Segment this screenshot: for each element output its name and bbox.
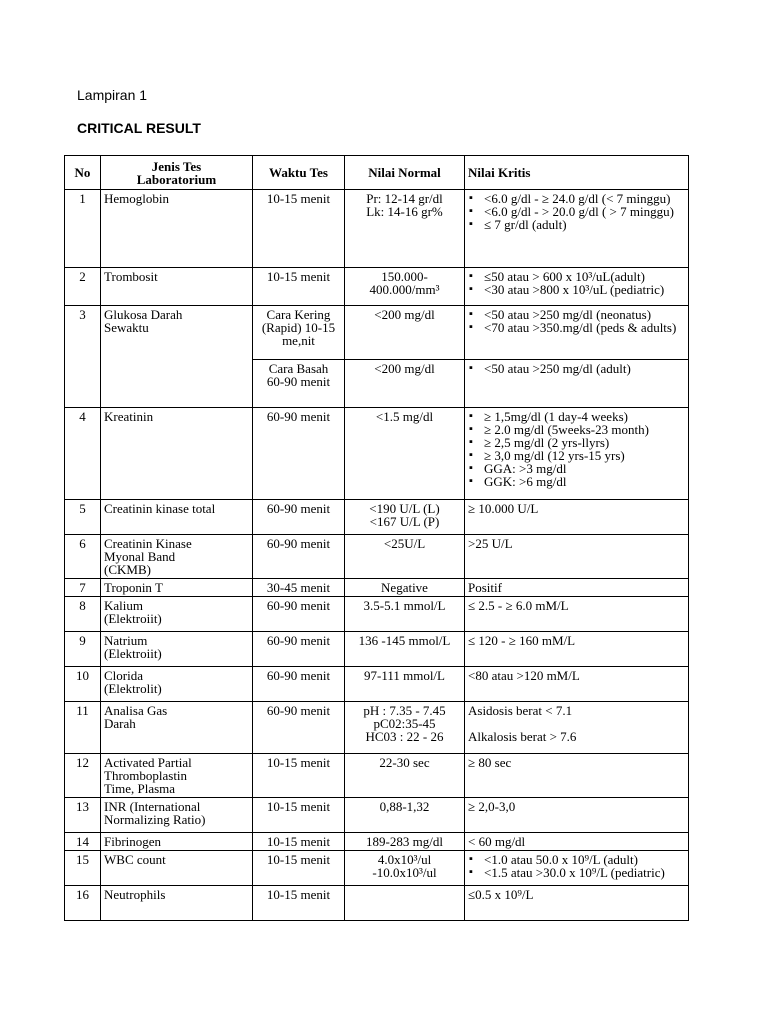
- row-test-name: Activated Partial Thromboplastin Time, Plasma: [101, 754, 253, 798]
- row-no: 2: [65, 268, 101, 306]
- col-header-kritis: Nilai Kritis: [465, 156, 689, 190]
- row-time: 60-90 menit: [253, 500, 345, 535]
- row-test-name: Kreatinin: [101, 408, 253, 500]
- row-normal: pH : 7.35 - 7.45 pC02:35-45 HC03 : 22 - 26: [345, 702, 465, 754]
- table-row: [65, 851, 689, 886]
- row-normal: <200 mg/dl: [345, 360, 465, 408]
- row-normal: 136 -145 mmol/L: [345, 632, 465, 667]
- row-time: 60-90 menit: [253, 667, 345, 702]
- row-normal: <25U/L: [345, 535, 465, 579]
- row-no: 16: [65, 886, 101, 921]
- row-critical: [465, 306, 689, 360]
- critical-value-item: ▪ ≤ 7 gr/dl (adult): [468, 218, 685, 231]
- page-title: Lampiran 1: [77, 87, 148, 103]
- row-normal: 4.0x10³/ul -10.0x10³/ul: [345, 851, 465, 886]
- critical-value-item: ▪ ≤50 atau > 600 x 10³/uL(adult): [468, 270, 685, 283]
- row-critical: ≥ 10.000 U/L: [465, 500, 689, 535]
- row-no: 7: [65, 579, 101, 597]
- row-test-name: INR (International Normalizing Ratio): [101, 798, 253, 833]
- row-test-name: Fibrinogen: [101, 833, 253, 851]
- row-time: 60-90 menit: [253, 408, 345, 500]
- row-time: Cara Kering (Rapid) 10-15 me,nit: [253, 306, 345, 360]
- row-time: 60-90 menit: [253, 535, 345, 579]
- row-test-name: Clorida (Elektrolit): [101, 667, 253, 702]
- row-time: 10-15 menit: [253, 268, 345, 306]
- critical-value-item: ▪ ≥ 3,0 mg/dl (12 yrs-15 yrs): [468, 449, 685, 462]
- critical-value-item: ▪ <50 atau >250 mg/dl (adult): [468, 362, 685, 375]
- row-normal: Negative: [345, 579, 465, 597]
- row-critical: < 60 mg/dl: [465, 833, 689, 851]
- row-no: 9: [65, 632, 101, 667]
- row-critical: [465, 360, 689, 408]
- table-row: [65, 833, 689, 851]
- critical-value-item: ▪ <1.0 atau 50.0 x 10⁹/L (adult): [468, 853, 685, 866]
- row-critical: [465, 851, 689, 886]
- row-critical: ≤ 2.5 - ≥ 6.0 mM/L: [465, 597, 689, 632]
- row-time: 60-90 menit: [253, 597, 345, 632]
- row-normal: 3.5-5.1 mmol/L: [345, 597, 465, 632]
- table-row: [65, 702, 689, 754]
- critical-value-item: ▪ <1.5 atau >30.0 x 10⁹/L (pediatric): [468, 866, 685, 879]
- row-normal: 0,88-1,32: [345, 798, 465, 833]
- row-test-name: Kalium (Elektroiit): [101, 597, 253, 632]
- row-test-name: Creatinin Kinase Myonal Band (CKMB): [101, 535, 253, 579]
- row-no: 14: [65, 833, 101, 851]
- col-header-normal: Nilai Normal: [345, 156, 465, 190]
- row-no: 4: [65, 408, 101, 500]
- row-critical: >25 U/L: [465, 535, 689, 579]
- table-row: [65, 886, 689, 921]
- critical-value-item: ▪ <6.0 g/dl - > 20.0 g/dl ( > 7 minggu): [468, 205, 685, 218]
- row-critical: [465, 408, 689, 500]
- row-time: 30-45 menit: [253, 579, 345, 597]
- row-critical: Asidosis berat < 7.1 Alkalosis berat > 7.6: [465, 702, 689, 754]
- row-test-name: Creatinin kinase total: [101, 500, 253, 535]
- row-time: 10-15 menit: [253, 886, 345, 921]
- table-row: [65, 597, 689, 632]
- row-time: 60-90 menit: [253, 632, 345, 667]
- critical-value-list: [468, 308, 685, 334]
- row-critical: ≥ 2,0-3,0: [465, 798, 689, 833]
- table-row: [65, 632, 689, 667]
- row-no: 12: [65, 754, 101, 798]
- row-no: 6: [65, 535, 101, 579]
- table-row: [65, 667, 689, 702]
- critical-value-list: [468, 362, 685, 375]
- row-no: 5: [65, 500, 101, 535]
- row-time: 10-15 menit: [253, 190, 345, 268]
- row-critical: [465, 268, 689, 306]
- row-test-name: Troponin T: [101, 579, 253, 597]
- row-no: 15: [65, 851, 101, 886]
- row-critical: ≤0.5 x 10⁹/L: [465, 886, 689, 921]
- row-time: 10-15 menit: [253, 833, 345, 851]
- table-row: [65, 579, 689, 597]
- critical-value-list: [468, 853, 685, 879]
- row-critical: ≥ 80 sec: [465, 754, 689, 798]
- row-test-name: Natrium (Elektroiit): [101, 632, 253, 667]
- critical-value-item: ▪ <6.0 g/dl - ≥ 24.0 g/dl (< 7 minggu): [468, 192, 685, 205]
- critical-value-item: ▪ <50 atau >250 mg/dl (neonatus): [468, 308, 685, 321]
- table-row: [65, 798, 689, 833]
- row-no: 1: [65, 190, 101, 268]
- table-row: [65, 535, 689, 579]
- row-test-name: WBC count: [101, 851, 253, 886]
- critical-value-list: [468, 192, 685, 231]
- row-test-name: Trombosit: [101, 268, 253, 306]
- page-subtitle: CRITICAL RESULT: [77, 120, 201, 136]
- row-critical: Positif: [465, 579, 689, 597]
- critical-value-item: ▪ <70 atau >350.mg/dl (peds & adults): [468, 321, 685, 334]
- row-test-name: Neutrophils: [101, 886, 253, 921]
- col-header-no: No: [65, 156, 101, 190]
- col-header-waktu: Waktu Tes: [253, 156, 345, 190]
- row-no: 8: [65, 597, 101, 632]
- row-no: 3: [65, 306, 101, 408]
- row-normal: 22-30 sec: [345, 754, 465, 798]
- row-time: 10-15 menit: [253, 851, 345, 886]
- row-critical: [465, 190, 689, 268]
- table-row: [65, 754, 689, 798]
- row-normal: 150.000- 400.000/mm³: [345, 268, 465, 306]
- row-no: 13: [65, 798, 101, 833]
- row-time: 10-15 menit: [253, 754, 345, 798]
- table-row: [65, 306, 689, 360]
- table-row: [65, 268, 689, 306]
- row-test-name: Analisa Gas Darah: [101, 702, 253, 754]
- row-time: 60-90 menit: [253, 702, 345, 754]
- row-critical: <80 atau >120 mM/L: [465, 667, 689, 702]
- row-no: 10: [65, 667, 101, 702]
- row-normal: <200 mg/dl: [345, 306, 465, 360]
- table-row: [65, 190, 689, 268]
- row-normal: <190 U/L (L) <167 U/L (P): [345, 500, 465, 535]
- critical-value-item: ▪ GGK: >6 mg/dl: [468, 475, 685, 488]
- row-no: 11: [65, 702, 101, 754]
- row-normal: <1.5 mg/dl: [345, 408, 465, 500]
- critical-value-item: ▪ ≥ 2,5 mg/dl (2 yrs-llyrs): [468, 436, 685, 449]
- critical-value-item: ▪ GGA: >3 mg/dl: [468, 462, 685, 475]
- critical-value-list: [468, 270, 685, 296]
- row-test-name: Hemoglobin: [101, 190, 253, 268]
- row-test-name: Glukosa Darah Sewaktu: [101, 306, 253, 408]
- row-critical: ≤ 120 - ≥ 160 mM/L: [465, 632, 689, 667]
- row-time: Cara Basah 60-90 menit: [253, 360, 345, 408]
- row-time: 10-15 menit: [253, 798, 345, 833]
- table-row: [65, 408, 689, 500]
- row-normal: 97-111 mmol/L: [345, 667, 465, 702]
- row-normal: Pr: 12-14 gr/dl Lk: 14-16 gr%: [345, 190, 465, 268]
- table-row: [65, 500, 689, 535]
- critical-value-list: [468, 410, 685, 488]
- row-normal: [345, 886, 465, 921]
- critical-result-table: [64, 155, 689, 921]
- row-normal: 189-283 mg/dl: [345, 833, 465, 851]
- col-header-jenis: Jenis Tes Laboratorium: [101, 156, 253, 190]
- critical-value-item: ▪ ≥ 2.0 mg/dl (5weeks-23 month): [468, 423, 685, 436]
- critical-value-item: ▪ <30 atau >800 x 10³/uL (pediatric): [468, 283, 685, 296]
- critical-value-item: ▪ ≥ 1,5mg/dl (1 day-4 weeks): [468, 410, 685, 423]
